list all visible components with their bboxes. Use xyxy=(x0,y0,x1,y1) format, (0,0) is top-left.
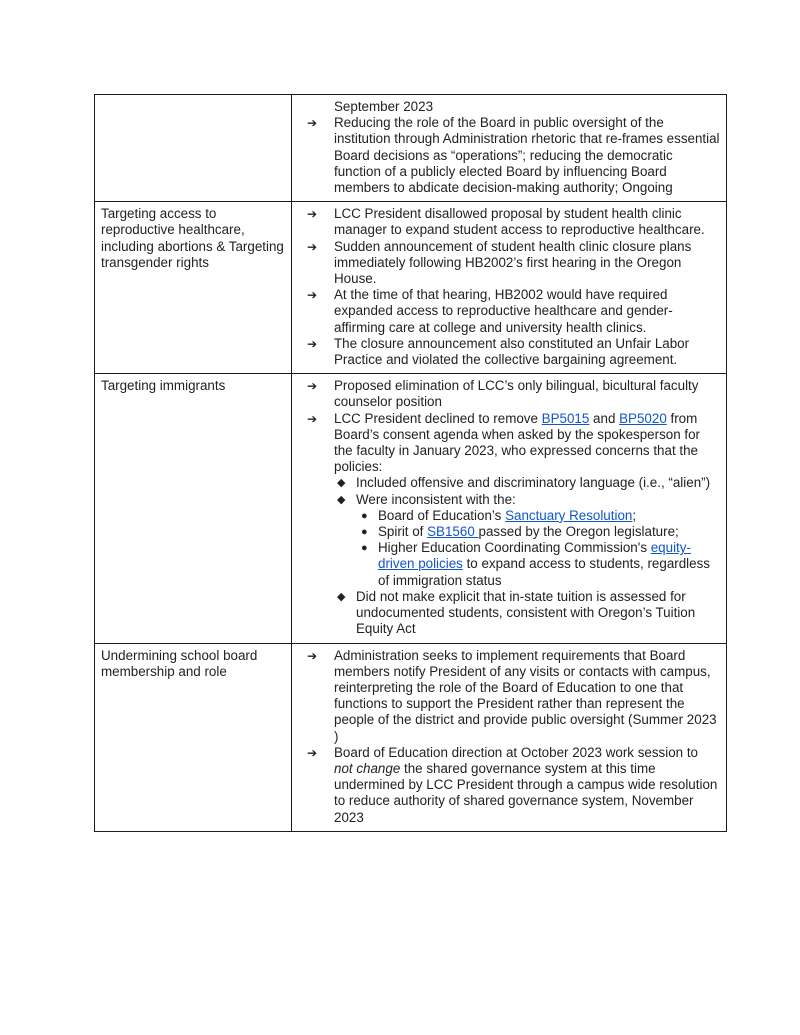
arrow-bullet-icon: ➔ xyxy=(307,648,318,663)
sub-sub-list-item xyxy=(356,508,720,524)
diamond-bullet-icon: ◆ xyxy=(337,476,346,490)
text-part: to expand access to students, regardless of immigration status xyxy=(378,556,710,588)
list-item-text: Sudden announcement of student health clinic closure plans immediately following HB2002’s first hearing in the Oregon House. xyxy=(334,238,692,287)
list-item-text: LCC President disallowed proposal by student health clinic manager to expand student access to reproductive healthcare. xyxy=(334,206,705,238)
list-item xyxy=(302,378,720,410)
arrow-bullet-icon: ➔ xyxy=(307,239,318,254)
text-part: passed by the Oregon legislature; xyxy=(478,524,679,540)
category-label: Undermining school board membership and role xyxy=(101,647,258,679)
details-cell xyxy=(292,95,727,202)
list-item-text-part: from Board’s consent agenda when asked by the spokesperson for the faculty in January 2023, who expressed concerns that the policies: xyxy=(334,410,701,475)
arrow-bullet-icon: ➔ xyxy=(307,336,318,351)
sub-list-item-text: Included offensive and discriminatory language (i.e., “alien”) xyxy=(356,475,711,491)
list-item-text-part: LCC President declined to remove xyxy=(334,410,542,426)
details-cell xyxy=(292,202,727,374)
list-item xyxy=(302,206,720,238)
category-label: Targeting immigrants xyxy=(101,378,226,394)
list-item xyxy=(302,411,720,638)
list-item-text: Administration seeks to implement requirements that Board members notify President of any visits or contacts with campus, reinterpreting the role of the Board of Education to one that functions to support the President rather than represent the people of the district and provide public oversight (Summer 2023 ) xyxy=(334,647,717,744)
sub-list-item-text: Did not make explicit that in-state tuition is assessed for undocumented students, consistent with Oregon’s Tuition Equity Act xyxy=(356,588,696,637)
table-row xyxy=(95,202,727,374)
arrow-list xyxy=(302,115,720,196)
arrow-list xyxy=(302,206,720,368)
details-cell xyxy=(292,374,727,643)
diamond-list xyxy=(334,475,720,637)
list-item-text: At the time of that hearing, HB2002 would have required expanded access to reproductive healthcare and gender-affirming care at college and university health clinics. xyxy=(334,287,673,335)
list-item xyxy=(302,745,720,826)
list-item-text: The closure announcement also constituted an Unfair Labor Practice and violated the collective bargaining agreement. xyxy=(334,335,690,368)
arrow-bullet-icon: ➔ xyxy=(307,288,318,303)
link-sb1560[interactable]: SB1560 xyxy=(427,524,479,540)
list-item xyxy=(302,115,720,196)
category-cell xyxy=(95,374,292,643)
dot-bullet-icon: ● xyxy=(361,509,368,522)
arrow-bullet-icon: ➔ xyxy=(307,411,318,426)
sub-list-item xyxy=(334,492,720,589)
table-row xyxy=(95,95,727,202)
arrow-bullet-icon: ➔ xyxy=(307,116,318,131)
dot-list xyxy=(356,508,720,589)
link-bp5020[interactable]: BP5020 xyxy=(619,410,667,426)
dot-bullet-icon: ● xyxy=(361,542,368,555)
link-sanctuary-resolution[interactable]: Sanctuary Resolution xyxy=(505,507,633,523)
sub-sub-list-item xyxy=(356,524,720,540)
sub-list-item xyxy=(334,475,720,491)
sub-list-item-text: Were inconsistent with the: xyxy=(356,491,516,507)
sub-sub-list-item xyxy=(356,540,720,589)
text-part: Spirit of xyxy=(378,524,428,540)
link-equity-driven-policies[interactable]: equity-driven policies xyxy=(378,540,691,572)
text-part: Board of Education direction at October 2023 work session to xyxy=(334,744,698,760)
table-row xyxy=(95,643,727,831)
link-bp5015[interactable]: BP5015 xyxy=(541,410,590,426)
diamond-bullet-icon: ◆ xyxy=(337,589,346,603)
category-cell xyxy=(95,95,292,202)
category-cell xyxy=(95,643,292,831)
list-item xyxy=(302,648,720,745)
dot-bullet-icon: ● xyxy=(361,526,368,539)
table-row xyxy=(95,374,727,643)
arrow-list xyxy=(302,648,720,826)
list-item-text: Reducing the role of the Board in public oversight of the institution through Administration rhetoric that re-frames essential Board decisions as “operations”; reducing the democratic function of a publicly elected Board by influencing Board members to abdicate decision-making authority; Ongoing xyxy=(334,115,720,196)
text-part: the shared governance system at this time undermined by LCC President through a campus wide resolution to reduce authority of shared governance system, November 2023 xyxy=(334,760,718,825)
list-item xyxy=(302,336,720,368)
arrow-list xyxy=(302,378,720,637)
diamond-bullet-icon: ◆ xyxy=(337,492,346,506)
list-item-text-part: and xyxy=(589,410,620,426)
continuation-text: September 2023 xyxy=(334,99,434,114)
text-part: Board of Education’s xyxy=(378,507,506,523)
arrow-bullet-icon: ➔ xyxy=(307,207,318,222)
list-item xyxy=(302,287,720,336)
list-item-text: Proposed elimination of LCC’s only bilingual, bicultural faculty counselor position xyxy=(334,378,699,410)
sub-list-item xyxy=(334,589,720,638)
arrow-bullet-icon: ➔ xyxy=(307,745,318,760)
details-cell xyxy=(292,643,727,831)
text-part: ; xyxy=(632,507,637,523)
emphasis-text: not change xyxy=(334,760,401,776)
category-label: Targeting access to reproductive healthcare, including abortions & Targeting transgender rights xyxy=(101,206,284,270)
list-item xyxy=(302,239,720,288)
issues-table xyxy=(94,94,727,832)
arrow-bullet-icon: ➔ xyxy=(307,379,318,394)
category-cell xyxy=(95,202,292,374)
text-part: Higher Education Coordinating Commission's xyxy=(378,540,651,556)
